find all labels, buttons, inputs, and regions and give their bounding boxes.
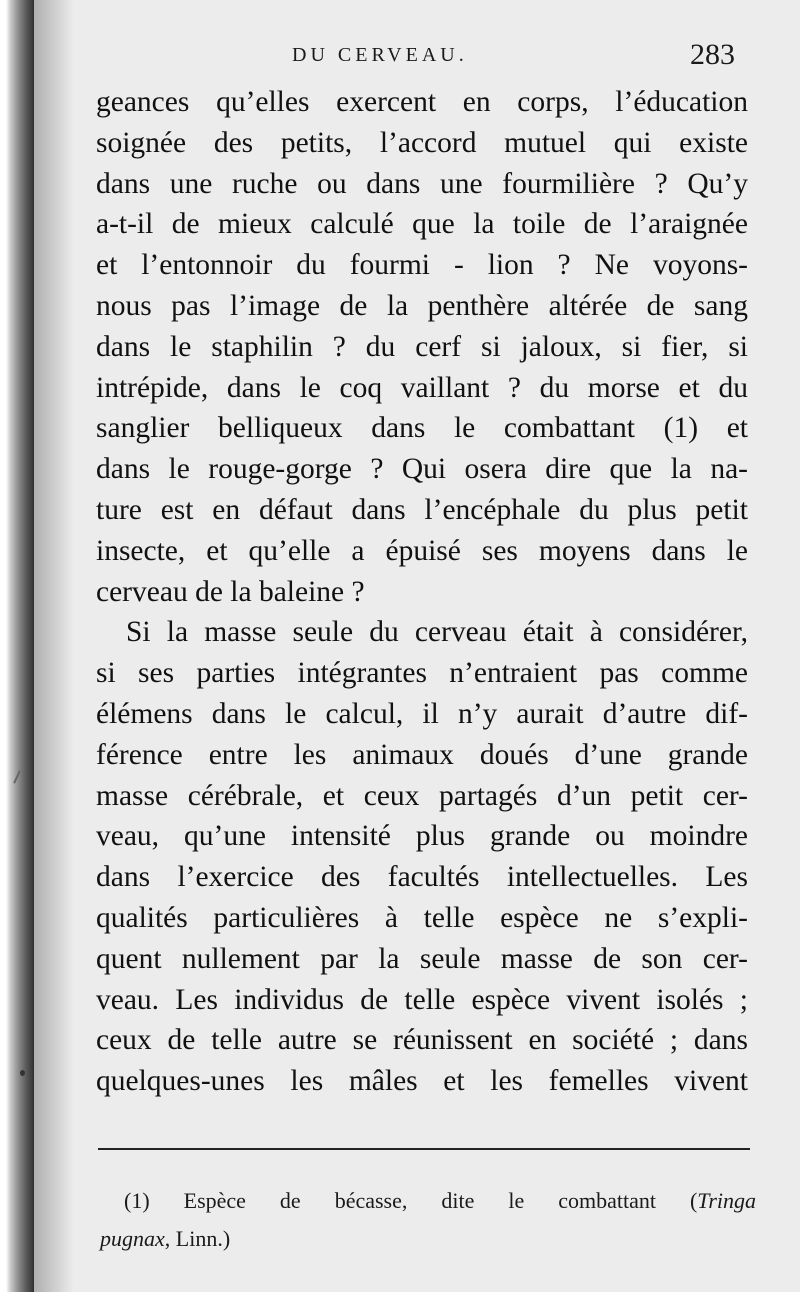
paragraph-start-line: Si la masse seule du cerveau était à considérer, [126, 616, 748, 649]
text-line: veau, qu’une intensité plus grande ou moindre [96, 820, 748, 853]
footnote-line [100, 1220, 756, 1258]
text-line: dans le staphilin ? du cerf si jaloux, si fier, si [96, 330, 748, 363]
body-text [96, 82, 748, 1102]
footnote-text: , Linn.) [164, 1226, 231, 1251]
text-line: et l’entonnoir du fourmi - lion ? Ne voyons- [96, 249, 748, 282]
text-line: férence entre les animaux doués d’une grande [96, 738, 748, 771]
text-line: ceux de telle autre se réunissent en société ; dans [96, 1024, 748, 1057]
text-line: quelques-unes les mâles et les femelles vivent [96, 1065, 748, 1098]
footnote-text: (1) Espèce de bécasse, dite le combattant ( [124, 1188, 698, 1213]
page-header [0, 40, 800, 80]
text-line: dans le rouge-gorge ? Qui osera dire que la na- [96, 453, 748, 486]
text-line: si ses parties intégrantes n’entraient pas comme [96, 657, 748, 690]
text-line: insecte, et qu’elle a épuisé ses moyens dans le [96, 534, 748, 567]
text-line: a-t-il de mieux calculé que la toile de l’araignée [96, 208, 748, 241]
page-binding-edge [0, 0, 34, 1292]
footnote-italic-genus: Tringa [697, 1188, 756, 1213]
running-title: DU CERVEAU. [292, 44, 468, 66]
text-line: masse cérébrale, et ceux partagés d’un petit cer- [96, 779, 748, 812]
text-line: geances qu’elles exercent en corps, l’éducation [96, 86, 748, 118]
footnote-line [100, 1182, 756, 1220]
scan-speck [20, 1070, 25, 1076]
text-line: dans l’exercice des facultés intellectuelles. Les [96, 861, 748, 894]
paragraph-end-line: cerveau de la baleine ? [96, 575, 365, 608]
footnote-italic-species: pugnax [100, 1226, 165, 1251]
page-number: 283 [690, 38, 735, 71]
text-line: ture est en défaut dans l’encéphale du plus petit [96, 493, 748, 526]
text-line: dans une ruche ou dans une fourmilière ? Qu’y [96, 167, 748, 200]
text-line: veau. Les individus de telle espèce vivent isolés ; [96, 983, 748, 1016]
footnote-divider [98, 1148, 750, 1150]
page-edge-shadow [34, 0, 74, 1292]
text-line: soignée des petits, l’accord mutuel qui existe [96, 126, 748, 159]
text-line: intrépide, dans le coq vaillant ? du morse et du [96, 371, 748, 404]
text-line: quent nullement par la seule masse de son cer- [96, 942, 748, 975]
text-line: nous pas l’image de la penthère altérée de sang [96, 289, 748, 322]
text-line: élémens dans le calcul, il n’y aurait d’autre dif- [96, 697, 748, 730]
text-line: sanglier belliqueux dans le combattant (1) et [96, 412, 748, 445]
text-line: qualités particulières à telle espèce ne s’expli- [96, 901, 748, 934]
footnote [100, 1182, 756, 1258]
